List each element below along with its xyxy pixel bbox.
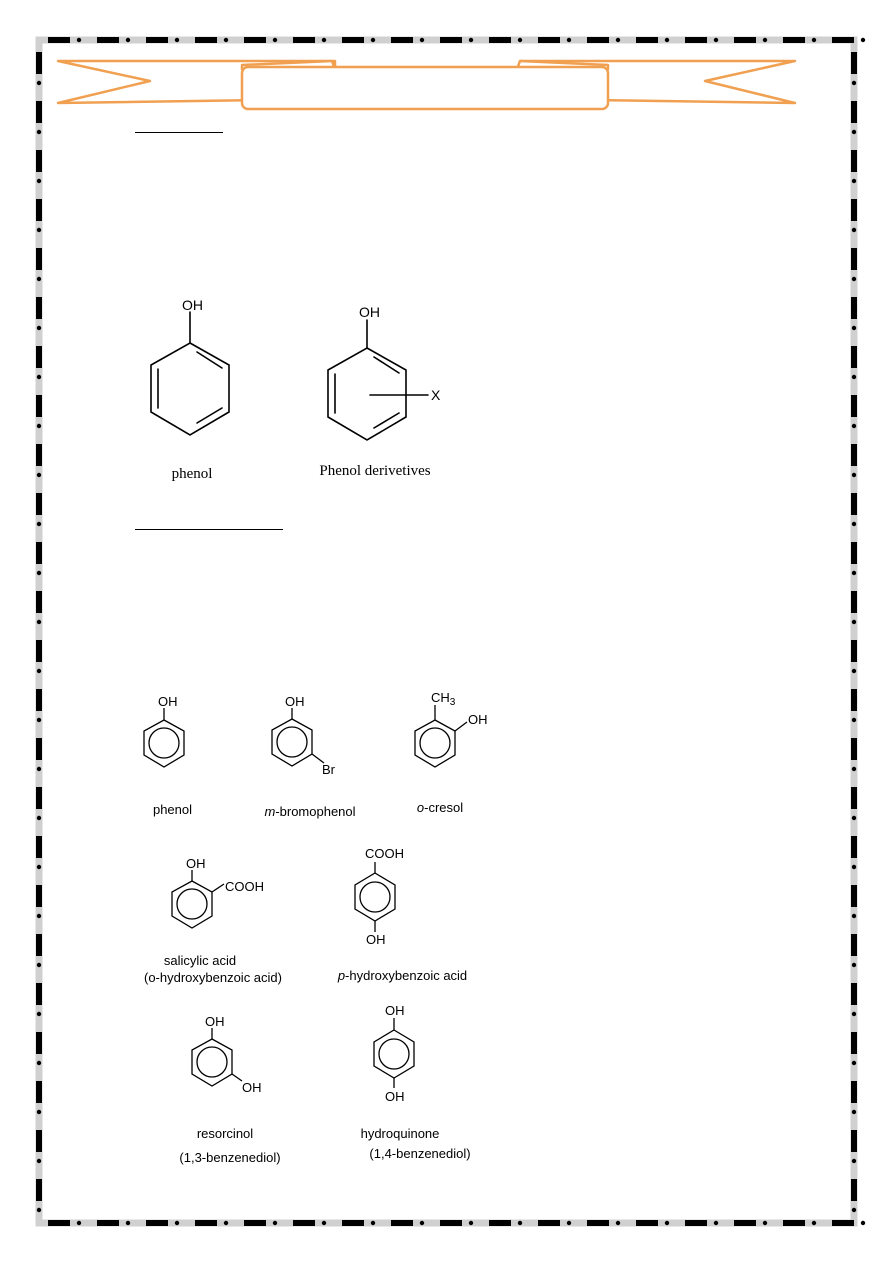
border-dot xyxy=(37,81,41,85)
phenol-derivatives-label: Phenol derivetives xyxy=(319,463,431,479)
border-mark xyxy=(36,101,42,123)
border-dot xyxy=(852,424,856,428)
border-mark xyxy=(851,297,857,319)
phenol-structure xyxy=(140,295,250,455)
border-dot xyxy=(852,81,856,85)
border-mark xyxy=(851,885,857,907)
atom-label: X xyxy=(431,387,441,403)
border-dot xyxy=(852,326,856,330)
border-mark xyxy=(36,885,42,907)
border-mark xyxy=(851,738,857,760)
label-rest: -hydroxybenzoic acid xyxy=(345,968,468,983)
border-mark xyxy=(851,248,857,270)
border-mark xyxy=(685,1220,707,1226)
border-dot xyxy=(37,130,41,134)
hydroquinone-structure xyxy=(360,1000,440,1110)
border-dot xyxy=(852,1061,856,1065)
border-dot xyxy=(37,669,41,673)
border-mark xyxy=(36,689,42,711)
atom-label: OH xyxy=(385,1003,405,1018)
border-dot xyxy=(37,179,41,183)
label-prefix: m xyxy=(264,804,276,819)
border-dot xyxy=(126,38,130,42)
border-mark xyxy=(783,37,805,43)
border-mark xyxy=(244,1220,266,1226)
border-mark xyxy=(851,640,857,662)
border-mark xyxy=(36,1130,42,1152)
atom-label: OH xyxy=(242,1080,262,1095)
border-mark xyxy=(851,52,857,74)
atom-label: OH xyxy=(468,712,488,727)
resorcinol-alt-name: (1,3-benzenediol) xyxy=(179,1150,281,1165)
border-mark xyxy=(851,395,857,417)
phenol-small-label: phenol xyxy=(152,802,193,817)
border-mark xyxy=(734,1220,756,1226)
border-dot xyxy=(322,38,326,42)
border-dot xyxy=(852,718,856,722)
border-dot xyxy=(616,38,620,42)
border-mark xyxy=(587,1220,609,1226)
border-dot xyxy=(37,473,41,477)
phenol-label: phenol xyxy=(171,466,213,482)
border-dot xyxy=(37,865,41,869)
border-dot xyxy=(812,1221,816,1225)
border-mark xyxy=(587,37,609,43)
border-dot xyxy=(567,1221,571,1225)
label-prefix: p xyxy=(337,968,346,983)
border-dot xyxy=(763,38,767,42)
border-dot xyxy=(224,38,228,42)
border-dot xyxy=(273,38,277,42)
border-mark xyxy=(851,493,857,515)
border-dot xyxy=(37,963,41,967)
border-dot xyxy=(420,1221,424,1225)
section-heading-underline xyxy=(135,529,283,530)
label-rest: -bromophenol xyxy=(275,804,356,819)
p-hydroxybenzoic-acid-structure xyxy=(340,843,430,953)
border-mark xyxy=(36,738,42,760)
atom-label: OH xyxy=(285,694,305,709)
border-dot xyxy=(37,767,41,771)
border-dot xyxy=(175,38,179,42)
border-dot xyxy=(714,1221,718,1225)
m-bromophenol-label xyxy=(245,804,375,819)
salicylic-acid-structure xyxy=(163,853,283,938)
border-mark xyxy=(146,37,168,43)
border-dot xyxy=(37,522,41,526)
border-mark xyxy=(36,52,42,74)
border-dot xyxy=(273,1221,277,1225)
atom-label: OH xyxy=(359,304,380,320)
atom-label: Br xyxy=(322,762,335,777)
salicylic-acid-label: salicylic acid xyxy=(163,953,237,968)
border-dot xyxy=(861,1221,865,1225)
border-dot xyxy=(37,914,41,918)
border-dot xyxy=(852,179,856,183)
border-dot xyxy=(852,375,856,379)
border-mark xyxy=(783,1220,805,1226)
atom-label: OH xyxy=(186,856,206,871)
atom-label: COOH xyxy=(365,846,404,861)
o-cresol-structure xyxy=(405,688,500,773)
border-mark xyxy=(36,983,42,1005)
border-mark xyxy=(851,1179,857,1201)
border-mark xyxy=(36,248,42,270)
border-dot xyxy=(567,38,571,42)
border-mark xyxy=(440,1220,462,1226)
border-mark xyxy=(851,150,857,172)
border-dot xyxy=(77,38,81,42)
border-mark xyxy=(48,37,70,43)
border-mark xyxy=(36,395,42,417)
border-dot xyxy=(518,38,522,42)
atom-label: OH xyxy=(205,1014,225,1029)
border-dot xyxy=(616,1221,620,1225)
border-mark xyxy=(36,493,42,515)
border-dot xyxy=(852,620,856,624)
border-dot xyxy=(37,1061,41,1065)
border-mark xyxy=(851,787,857,809)
border-mark xyxy=(489,1220,511,1226)
resorcinol-label: resorcinol xyxy=(196,1126,254,1141)
border-dot xyxy=(224,1221,228,1225)
border-mark xyxy=(538,1220,560,1226)
border-dot xyxy=(37,228,41,232)
border-dot xyxy=(852,963,856,967)
border-mark xyxy=(685,37,707,43)
border-mark xyxy=(489,37,511,43)
border-dot xyxy=(322,1221,326,1225)
border-dot xyxy=(852,522,856,526)
border-mark xyxy=(538,37,560,43)
border-dot xyxy=(420,38,424,42)
border-dot xyxy=(852,277,856,281)
border-mark xyxy=(391,1220,413,1226)
border-dot xyxy=(37,718,41,722)
border-mark xyxy=(391,37,413,43)
border-dot xyxy=(852,130,856,134)
border-mark xyxy=(36,542,42,564)
border-mark xyxy=(440,37,462,43)
border-mark xyxy=(36,1032,42,1054)
border-mark xyxy=(36,934,42,956)
border-mark xyxy=(832,1220,854,1226)
border-mark xyxy=(36,836,42,858)
border-dot xyxy=(469,1221,473,1225)
border-dot xyxy=(518,1221,522,1225)
border-dot xyxy=(371,1221,375,1225)
border-mark xyxy=(36,591,42,613)
o-cresol-label xyxy=(395,800,485,815)
border-mark xyxy=(244,37,266,43)
border-mark xyxy=(851,444,857,466)
atom-label: CH xyxy=(431,690,450,705)
border-dot xyxy=(861,38,865,42)
border-mark xyxy=(851,983,857,1005)
border-mark xyxy=(851,934,857,956)
hydroquinone-label: hydroquinone xyxy=(360,1126,440,1141)
salicylic-acid-alt-name: (o-hydroxybenzoic acid) xyxy=(143,970,282,985)
border-dot xyxy=(812,38,816,42)
resorcinol-structure xyxy=(180,1012,280,1097)
border-mark xyxy=(48,1220,70,1226)
border-mark xyxy=(851,836,857,858)
label-rest: -cresol xyxy=(424,800,464,815)
atom-label: COOH xyxy=(225,879,264,894)
border-dot xyxy=(126,1221,130,1225)
border-dot xyxy=(37,424,41,428)
border-dot xyxy=(852,1159,856,1163)
border-mark xyxy=(97,37,119,43)
border-dot xyxy=(37,326,41,330)
border-mark xyxy=(851,199,857,221)
border-mark xyxy=(293,37,315,43)
border-mark xyxy=(851,542,857,564)
border-dot xyxy=(665,38,669,42)
atom-label: OH xyxy=(182,297,203,313)
label-prefix: o xyxy=(416,800,425,815)
border-mark xyxy=(97,1220,119,1226)
border-mark xyxy=(36,444,42,466)
border-dot xyxy=(852,816,856,820)
border-dot xyxy=(852,1012,856,1016)
border-dot xyxy=(469,38,473,42)
border-dot xyxy=(175,1221,179,1225)
border-mark xyxy=(36,199,42,221)
border-dot xyxy=(852,767,856,771)
border-mark xyxy=(734,37,756,43)
border-mark xyxy=(636,37,658,43)
border-dot xyxy=(852,669,856,673)
atom-label: OH xyxy=(158,694,178,709)
border-mark xyxy=(146,1220,168,1226)
border-dot xyxy=(852,865,856,869)
border-dot xyxy=(37,1110,41,1114)
border-mark xyxy=(342,1220,364,1226)
border-dot xyxy=(37,620,41,624)
border-dot xyxy=(852,228,856,232)
border-mark xyxy=(293,1220,315,1226)
border-mark xyxy=(851,1081,857,1103)
border-dot xyxy=(37,1012,41,1016)
border-dot xyxy=(37,571,41,575)
border-dot xyxy=(37,375,41,379)
title-ribbon-banner xyxy=(50,55,810,125)
section-heading-underline xyxy=(135,132,223,133)
border-dot xyxy=(852,571,856,575)
border-dot xyxy=(37,277,41,281)
phenol-small-structure xyxy=(135,693,195,778)
border-mark xyxy=(832,37,854,43)
border-mark xyxy=(36,1081,42,1103)
border-dot xyxy=(37,816,41,820)
border-dot xyxy=(665,1221,669,1225)
hydroquinone-alt-name: (1,4-benzenediol) xyxy=(369,1146,471,1161)
border-mark xyxy=(851,101,857,123)
border-dot xyxy=(852,1208,856,1212)
border-dot xyxy=(852,1110,856,1114)
border-mark xyxy=(851,346,857,368)
border-mark xyxy=(851,1032,857,1054)
border-dot xyxy=(371,38,375,42)
border-mark xyxy=(851,689,857,711)
border-mark xyxy=(36,1179,42,1201)
border-mark xyxy=(851,591,857,613)
border-mark xyxy=(342,37,364,43)
border-dot xyxy=(714,38,718,42)
border-dot xyxy=(37,1208,41,1212)
border-dot xyxy=(37,1159,41,1163)
atom-label: OH xyxy=(366,932,386,947)
phenol-derivative-structure xyxy=(315,300,465,460)
m-bromophenol-structure xyxy=(262,693,357,783)
border-mark xyxy=(36,787,42,809)
border-mark xyxy=(36,640,42,662)
border-mark xyxy=(36,297,42,319)
border-mark xyxy=(851,1130,857,1152)
atom-subscript: 3 xyxy=(449,697,456,708)
border-mark xyxy=(636,1220,658,1226)
border-dot xyxy=(77,1221,81,1225)
border-mark xyxy=(36,346,42,368)
p-hydroxybenzoic-acid-label xyxy=(320,968,485,983)
border-dot xyxy=(852,473,856,477)
border-mark xyxy=(195,37,217,43)
border-mark xyxy=(36,150,42,172)
border-mark xyxy=(195,1220,217,1226)
border-dot xyxy=(763,1221,767,1225)
atom-label: OH xyxy=(385,1089,405,1104)
border-dot xyxy=(852,914,856,918)
